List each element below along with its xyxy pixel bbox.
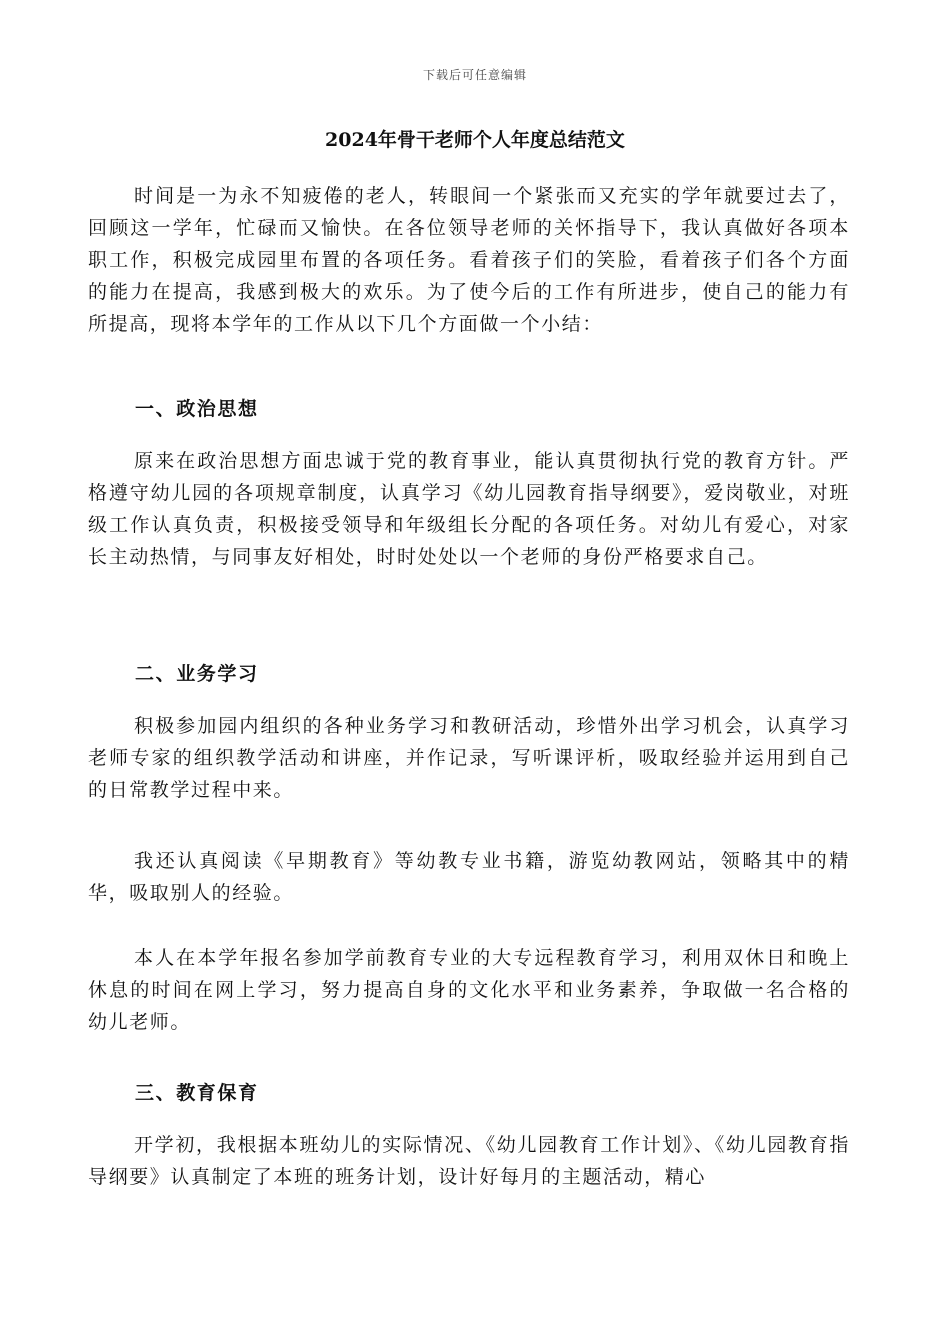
section-politics-paragraph: 原来在政治思想方面忠诚于党的教育事业，能认真贯彻执行党的教育方针。严格遵守幼儿园的各项规章制度，认真学习《幼儿园教育指导纲要》，爱岗敬业，对班级工作认真负责，积极接受领导和年级组长分配的各项任务。对幼儿有爱心，对家长主动热情，与同事友好相处，时时处处以一个老师的身份严格要求自己。 (88, 450, 850, 568)
intro-paragraph: 时间是一为永不知疲倦的老人，转眼间一个紧张而又充实的学年就要过去了，回顾这一学年，忙碌而又愉快。在各位领导老师的关怀指导下，我认真做好各项本职工作，积极完成园里布置的各项任务。看着孩子们的笑脸，看着孩子们各个方面的能力在提高，我感到极大的欢乐。为了使今后的工作有所进步，使自己的能力有所提高，现将本学年的工作从以下几个方面做一个小结： (88, 185, 850, 335)
section-education-paragraph: 开学初，我根据本班幼儿的实际情况、《幼儿园教育工作计划》、《幼儿园教育指导纲要》认真制定了本班的班务计划，设计好每月的主题活动，精心 (88, 1134, 850, 1188)
section-study-paragraph-1: 积极参加园内组织的各种业务学习和教研活动，珍惜外出学习机会，认真学习老师专家的组织教学活动和讲座，并作记录，写听课评析，吸取经验并运用到自己的日常教学过程中来。 (88, 715, 850, 801)
section-study-paragraph-2: 我还认真阅读《早期教育》等幼教专业书籍，游览幼教网站，领略其中的精华，吸取别人的经验。 (88, 850, 850, 904)
section-heading-education: 三、教育保育 (135, 1082, 259, 1104)
section-study-paragraph-3: 本人在本学年报名参加学前教育专业的大专远程教育学习，利用双休日和晚上休息的时间在网上学习，努力提高自身的文化水平和业务素养，争取做一名合格的幼儿老师。 (88, 947, 850, 1033)
section-heading-study: 二、业务学习 (135, 663, 259, 685)
document-title: 2024年骨干老师个人年度总结范文 (325, 129, 625, 151)
header-note: 下载后可任意编辑 (422, 68, 527, 82)
section-heading-politics: 一、政治思想 (135, 398, 259, 420)
